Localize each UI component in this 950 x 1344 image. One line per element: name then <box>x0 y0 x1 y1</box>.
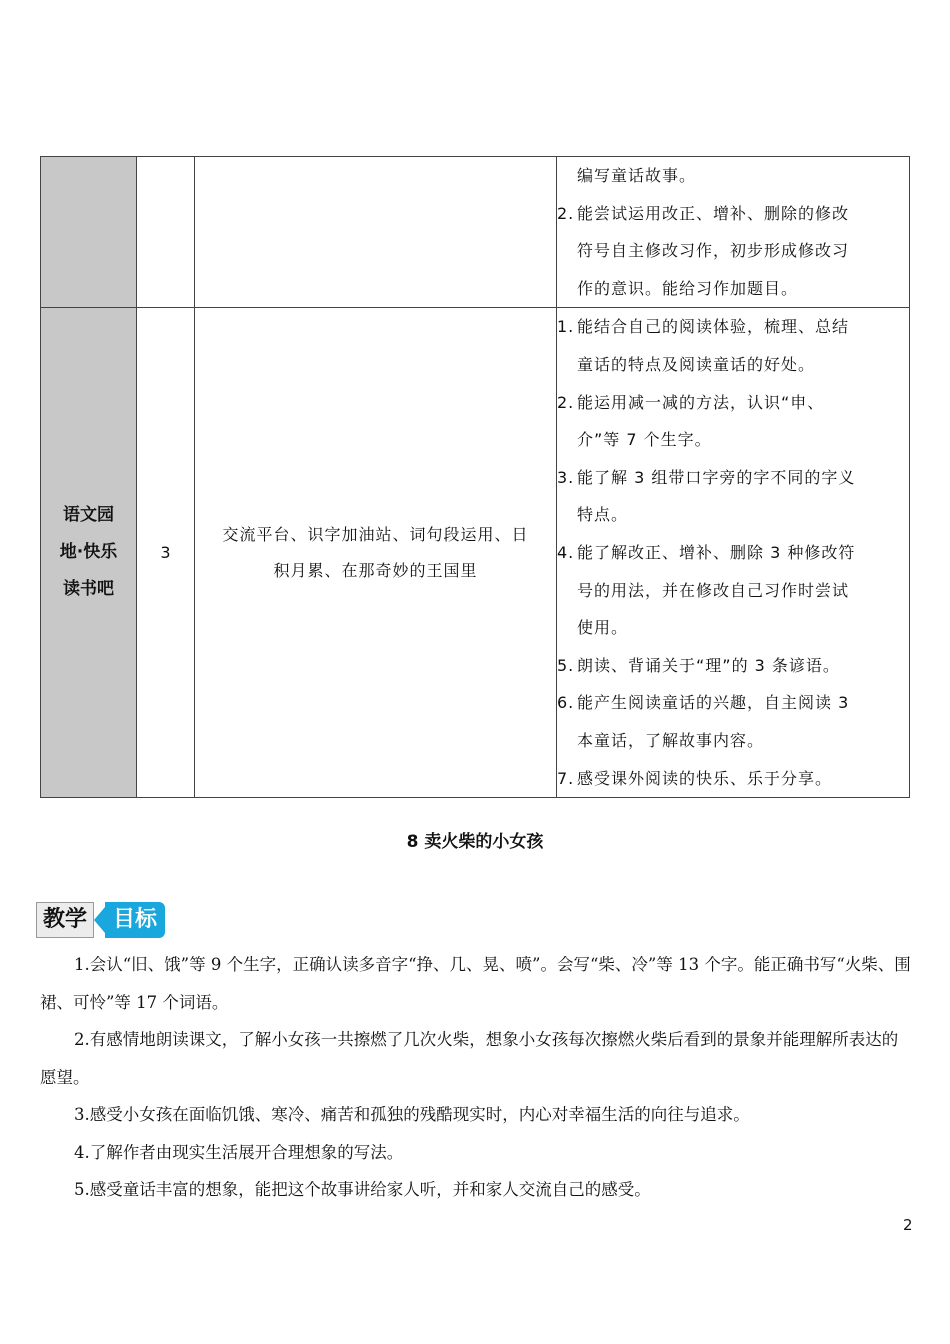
content-line: 积月累、在那奇妙的王国里 <box>273 560 478 580</box>
goal-line <box>557 684 909 722</box>
goal-text: 能尝试运用改正、增补、删除的修改 <box>577 203 850 223</box>
objective-item: 4.了解作者由现实生活展开合理想象的写法。 <box>74 1142 404 1162</box>
objective-item: 5.感受童话丰富的想象，能把这个故事讲给家人听，并和家人交流自己的感受。 <box>74 1180 651 1199</box>
goal-line <box>557 384 909 422</box>
lesson-title: 8 卖火柴的小女孩 <box>406 832 544 852</box>
table-row <box>41 157 910 308</box>
objective-item: 2.有感情地朗读课文，了解小女孩一共擦燃了几次火柴，想象小女孩每次擦燃火柴后看到的景象并能理解所表达的愿望。 <box>40 1030 899 1087</box>
section-name-cell <box>41 308 137 798</box>
goal-text: 朗读、背诵关于“理”的 3 条谚语。 <box>577 655 840 675</box>
goal-line <box>557 496 909 534</box>
banner-arrow-icon <box>94 907 105 933</box>
goal-text: 能了解改正、增补、删除 3 种修改符 <box>577 542 856 562</box>
goal-text: 能运用减一减的方法，认识“申、 <box>577 392 825 412</box>
goal-text: 能结合自己的阅读体验，梳理、总结 <box>577 317 850 337</box>
goal-number: 7. <box>557 768 575 788</box>
goal-text: 本童话，了解故事内容。 <box>577 730 765 750</box>
goals-list <box>557 157 909 307</box>
table-row <box>41 308 910 798</box>
goal-line <box>557 647 909 685</box>
goal-line <box>557 232 909 270</box>
section-name-cell <box>41 157 137 308</box>
goal-line <box>557 534 909 572</box>
goal-number: 4. <box>557 542 575 562</box>
goal-number: 5. <box>557 655 575 675</box>
goal-line <box>557 157 909 195</box>
goal-text: 作的意识。能给习作加题目。 <box>577 278 799 298</box>
page-number: 2 <box>903 1216 913 1234</box>
goal-number: 6. <box>557 693 575 713</box>
goals-list <box>557 308 909 797</box>
goal-line <box>557 270 909 308</box>
content-cell <box>195 157 557 308</box>
banner-tag-text: 目标 <box>105 902 165 938</box>
hours-cell: 3 <box>137 308 195 798</box>
section-name-line: 地·快乐 <box>59 542 118 563</box>
goal-line <box>557 346 909 384</box>
goal-line <box>557 572 909 610</box>
objectives-list <box>40 946 912 1209</box>
hours-cell <box>137 157 195 308</box>
content-cell <box>195 308 557 798</box>
goal-text: 号的用法，并在修改自己习作时尝试 <box>577 580 850 600</box>
goal-text: 使用。 <box>577 618 629 638</box>
unit-plan-table <box>40 156 910 798</box>
goal-number: 1. <box>557 317 575 337</box>
goal-text: 童话的特点及阅读童话的好处。 <box>577 354 816 374</box>
section-name-line: 语文园 <box>63 505 114 526</box>
objective-item: 1.会认“旧、饿”等 9 个生字，正确认读多音字“挣、几、晃、喷”。会写“柴、冷”等 13 个字。能正确书写“火柴、围裙、可怜”等 17 个词语。 <box>40 955 911 1012</box>
goal-text: 特点。 <box>577 505 629 525</box>
goal-number: 3. <box>557 467 575 487</box>
goal-text: 能产生阅读童话的兴趣，自主阅读 3 <box>577 693 850 713</box>
goals-cell <box>557 157 910 308</box>
goal-number: 2. <box>557 392 575 412</box>
goal-line <box>557 421 909 459</box>
goal-line <box>557 195 909 233</box>
section-name-line: 读书吧 <box>63 579 114 600</box>
goal-text: 符号自主修改习作，初步形成修改习 <box>577 241 850 261</box>
goal-text: 编写童话故事。 <box>577 166 697 185</box>
goal-line <box>557 459 909 497</box>
objectives-banner <box>36 902 165 938</box>
goal-line <box>557 609 909 647</box>
content-line: 交流平台、识字加油站、词句段运用、日 <box>222 524 529 544</box>
banner-lead-text: 教学 <box>36 902 94 938</box>
goal-line <box>557 760 909 798</box>
goal-text: 感受课外阅读的快乐、乐于分享。 <box>577 768 833 788</box>
goal-text: 介”等 7 个生字。 <box>577 430 712 450</box>
goal-line <box>557 308 909 346</box>
goals-cell <box>557 308 910 798</box>
goal-line <box>557 722 909 760</box>
goal-number: 2. <box>557 203 575 223</box>
objective-item: 3.感受小女孩在面临饥饿、寒冷、痛苦和孤独的残酷现实时，内心对幸福生活的向往与追求。 <box>74 1105 750 1124</box>
goal-text: 能了解 3 组带口字旁的字不同的字义 <box>577 467 856 487</box>
